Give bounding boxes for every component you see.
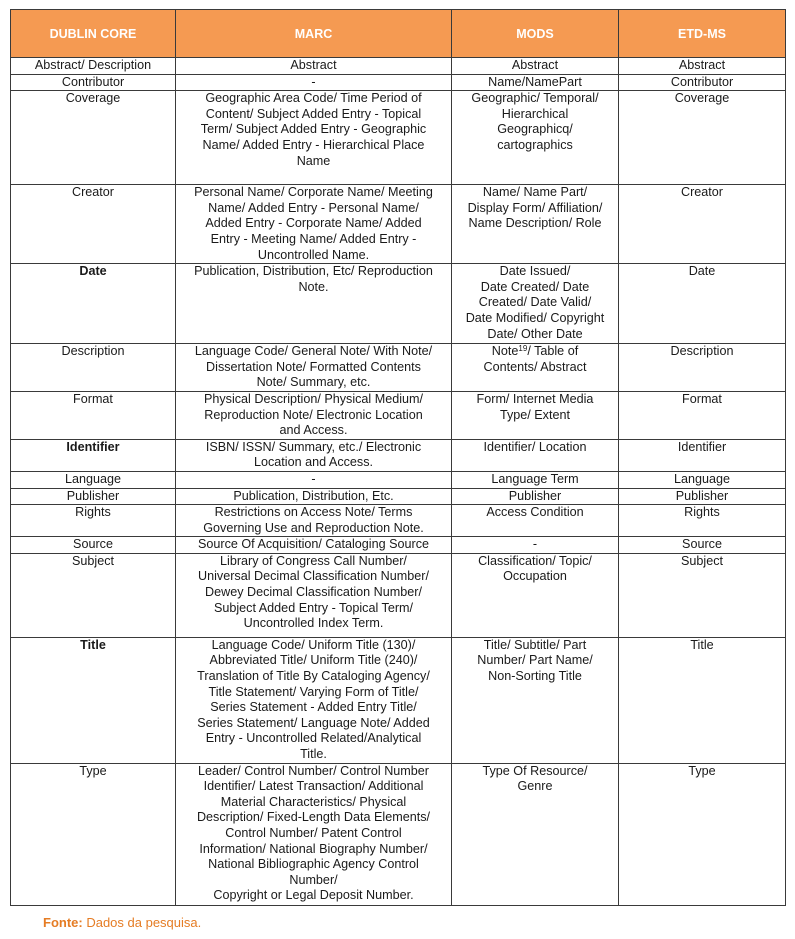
dc-cell: Description bbox=[11, 344, 176, 392]
etd-cell: Publisher bbox=[619, 488, 786, 505]
mods-note: Note bbox=[491, 344, 519, 359]
table-row bbox=[11, 391, 786, 439]
mods-cell: Type Of Resource/ Genre bbox=[452, 763, 619, 905]
marc-cell: Restrictions on Access Note/ Terms Governing Use and Reproduction Note. bbox=[176, 505, 452, 537]
table-row bbox=[11, 537, 786, 554]
table-row bbox=[11, 74, 786, 91]
marc-cell: Publication, Distribution, Etc/ Reproduction Note. bbox=[176, 264, 452, 344]
header-marc: MARC bbox=[176, 10, 452, 58]
dc-cell: Contributor bbox=[11, 74, 176, 91]
mods-cell: Abstract bbox=[452, 58, 619, 75]
marc-cell: Language Code/ Uniform Title (130)/ Abbreviated Title/ Uniform Title (240)/ Translation of Title By Cataloging Agency/ Title Statement/ Varying Form of Title/ Series Statement - Added Entry Title/ Series Statement/ Language Note/ Added Entry - Uncontrolled Related/Analytical Title. bbox=[176, 637, 452, 763]
mods-cell: Identifier/ Location bbox=[452, 439, 619, 471]
etd-cell: Abstract bbox=[619, 58, 786, 75]
dc-cell: Coverage bbox=[11, 91, 176, 185]
etd-cell: Language bbox=[619, 471, 786, 488]
table-row bbox=[11, 505, 786, 537]
table-row bbox=[11, 553, 786, 637]
marc-cell: Leader/ Control Number/ Control Number Identifier/ Latest Transaction/ Additional Material Characteristics/ Physical Description/ Fixed-Length Data Elements/ Control Number/ Patent Control Information/ National Biography Number/ National Bibliographic Agency Control Number/ Copyright or Legal Deposit Number. bbox=[176, 763, 452, 905]
dc-cell: Type bbox=[11, 763, 176, 905]
header-mods: MODS bbox=[452, 10, 619, 58]
mods-cell: Title/ Subtitle/ Part Number/ Part Name/ Non-Sorting Title bbox=[452, 637, 619, 763]
dc-cell: Source bbox=[11, 537, 176, 554]
etd-cell: Type bbox=[619, 763, 786, 905]
mods-cell: Language Term bbox=[452, 471, 619, 488]
etd-cell: Creator bbox=[619, 185, 786, 264]
mods-cell: Form/ Internet Media Type/ Extent bbox=[452, 391, 619, 439]
etd-cell: Title bbox=[619, 637, 786, 763]
etd-cell: Contributor bbox=[619, 74, 786, 91]
header-row bbox=[11, 10, 786, 58]
etd-cell: Subject bbox=[619, 553, 786, 637]
mods-note-rest: / Table of Contents/ Abstract bbox=[483, 344, 587, 374]
mods-cell: Name/NamePart bbox=[452, 74, 619, 91]
table-row bbox=[11, 637, 786, 763]
table-row bbox=[11, 344, 786, 392]
source-note bbox=[43, 915, 201, 930]
marc-cell: Geographic Area Code/ Time Period of Content/ Subject Added Entry - Topical Term/ Subject Added Entry - Geographic Name/ Added Entry - Hierarchical Place Name bbox=[176, 91, 452, 185]
dc-cell: Creator bbox=[11, 185, 176, 264]
mods-cell bbox=[452, 344, 619, 392]
etd-cell: Description bbox=[619, 344, 786, 392]
marc-cell: Language Code/ General Note/ With Note/ Dissertation Note/ Formatted Contents Note/ Summary, etc. bbox=[176, 344, 452, 392]
table-row bbox=[11, 264, 786, 344]
dc-cell: Subject bbox=[11, 553, 176, 637]
table-row bbox=[11, 488, 786, 505]
mods-cell: Publisher bbox=[452, 488, 619, 505]
marc-cell: Library of Congress Call Number/ Universal Decimal Classification Number/ Dewey Decimal Classification Number/ Subject Added Entry - Topical Term/ Uncontrolled Index Term. bbox=[176, 553, 452, 637]
marc-cell: - bbox=[176, 471, 452, 488]
dc-cell: Rights bbox=[11, 505, 176, 537]
dc-cell: Title bbox=[11, 637, 176, 763]
marc-cell: ISBN/ ISSN/ Summary, etc./ Electronic Location and Access. bbox=[176, 439, 452, 471]
dc-cell: Abstract/ Description bbox=[11, 58, 176, 75]
mods-cell: - bbox=[452, 537, 619, 554]
source-label: Fonte: bbox=[43, 915, 83, 930]
etd-cell: Identifier bbox=[619, 439, 786, 471]
table-row bbox=[11, 439, 786, 471]
marc-cell: Personal Name/ Corporate Name/ Meeting Name/ Added Entry - Personal Name/ Added Entry - Corporate Name/ Added Entry - Meeting Name/ Added Entry - Uncontrolled Name. bbox=[176, 185, 452, 264]
marc-cell: Publication, Distribution, Etc. bbox=[176, 488, 452, 505]
table-row bbox=[11, 91, 786, 185]
etd-cell: Coverage bbox=[619, 91, 786, 185]
mods-cell: Access Condition bbox=[452, 505, 619, 537]
mods-cell: Geographic/ Temporal/ Hierarchical Geographicq/ cartographics bbox=[452, 91, 619, 185]
header-etd-ms: ETD-MS bbox=[619, 10, 786, 58]
marc-cell: Physical Description/ Physical Medium/ Reproduction Note/ Electronic Location and Access. bbox=[176, 391, 452, 439]
dc-cell: Identifier bbox=[11, 439, 176, 471]
etd-cell: Source bbox=[619, 537, 786, 554]
etd-cell: Date bbox=[619, 264, 786, 344]
dc-cell: Publisher bbox=[11, 488, 176, 505]
table-row bbox=[11, 58, 786, 75]
crosswalk-table bbox=[10, 9, 786, 906]
table-row bbox=[11, 185, 786, 264]
header-dublin-core: DUBLIN CORE bbox=[11, 10, 176, 58]
footnote-marker: 19 bbox=[518, 344, 528, 354]
dc-cell: Language bbox=[11, 471, 176, 488]
etd-cell: Rights bbox=[619, 505, 786, 537]
mods-cell: Date Issued/ Date Created/ Date Created/ Date Valid/ Date Modified/ Copyright Date/ Other Date bbox=[452, 264, 619, 344]
mods-cell: Classification/ Topic/ Occupation bbox=[452, 553, 619, 637]
mods-cell: Name/ Name Part/ Display Form/ Affiliation/ Name Description/ Role bbox=[452, 185, 619, 264]
marc-cell: - bbox=[176, 74, 452, 91]
table-row bbox=[11, 763, 786, 905]
marc-cell: Abstract bbox=[176, 58, 452, 75]
dc-cell: Format bbox=[11, 391, 176, 439]
table-row bbox=[11, 471, 786, 488]
marc-cell: Source Of Acquisition/ Cataloging Source bbox=[176, 537, 452, 554]
etd-cell: Format bbox=[619, 391, 786, 439]
dc-cell: Date bbox=[11, 264, 176, 344]
source-text: Dados da pesquisa. bbox=[82, 915, 202, 930]
